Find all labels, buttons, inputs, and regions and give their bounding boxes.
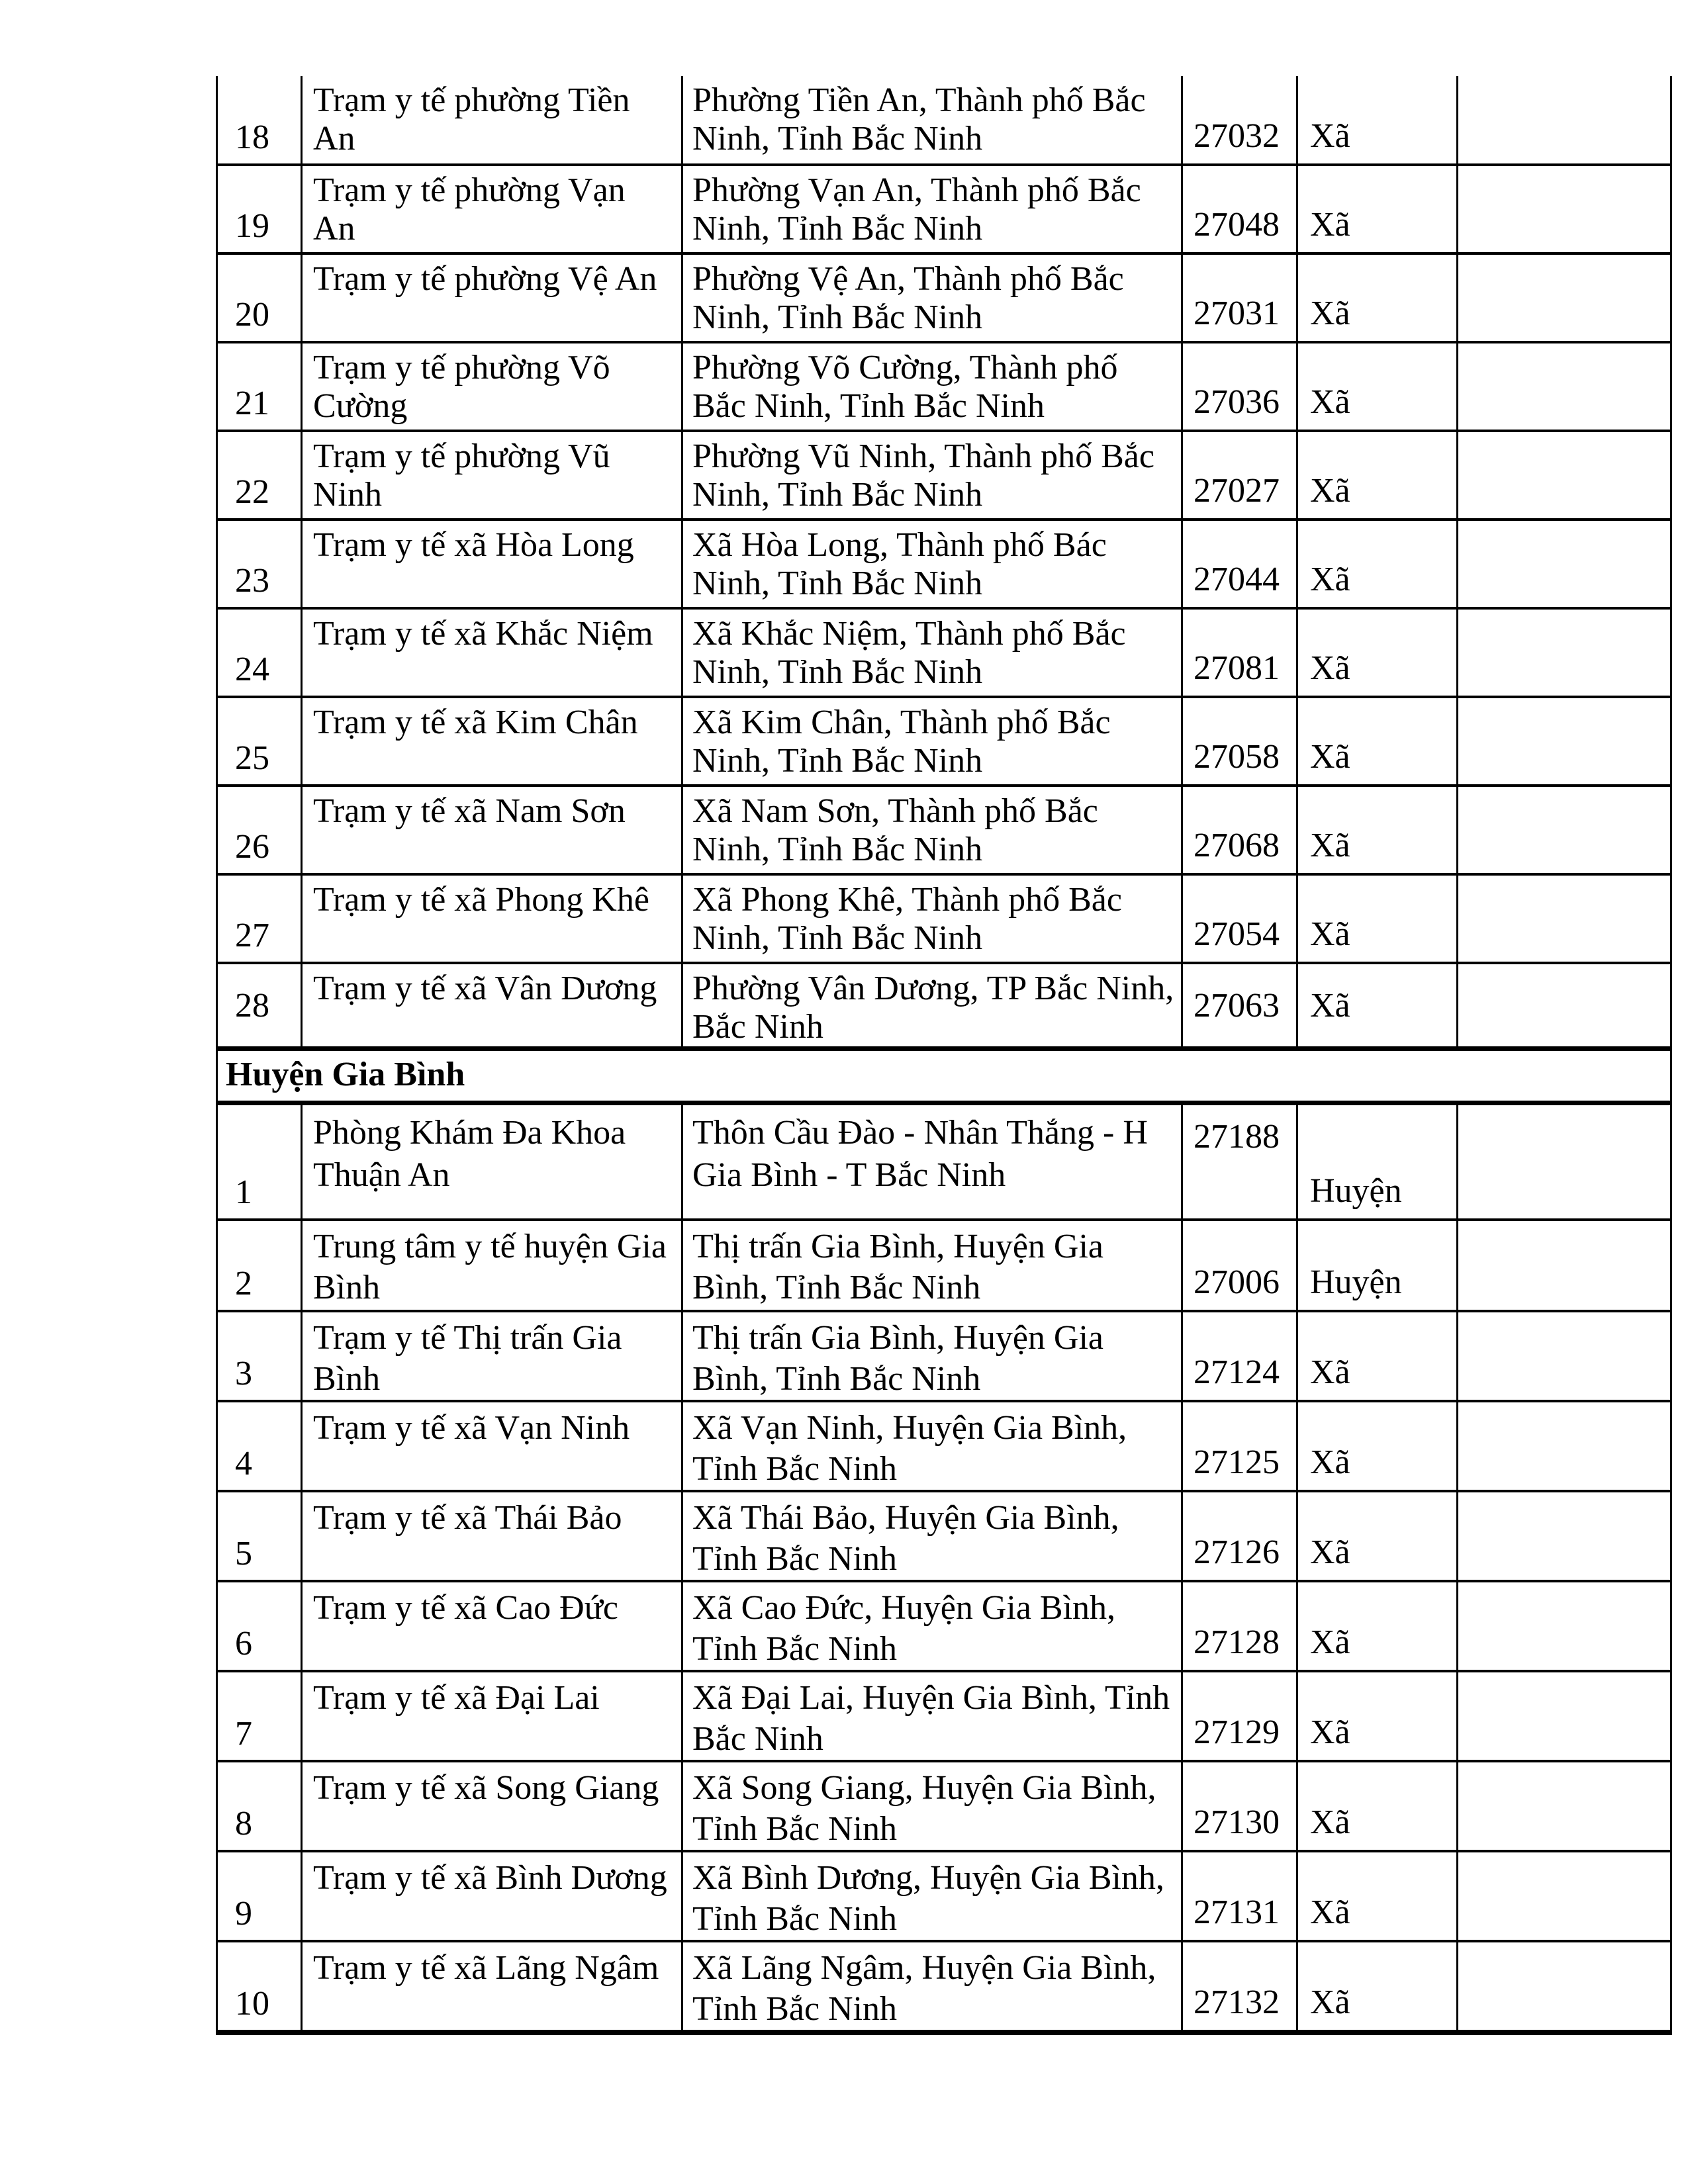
- table-row: [217, 1761, 1671, 1851]
- facility-name-cell: Trạm y tế phường Vệ An: [302, 253, 682, 342]
- empty-cell: [1458, 1103, 1671, 1220]
- level-cell: Xã: [1297, 431, 1458, 520]
- level-cell: Xã: [1297, 874, 1458, 963]
- row-number-cell: 19: [217, 165, 302, 253]
- table-row: [217, 1581, 1671, 1671]
- table-row: [217, 520, 1671, 608]
- address-cell: Thị trấn Gia Bình, Huyện Gia Bình, Tỉnh Bắc Ninh: [682, 1220, 1182, 1311]
- level-cell: Xã: [1297, 1761, 1458, 1851]
- empty-cell: [1458, 253, 1671, 342]
- address-cell: Phường Vạn An, Thành phố Bắc Ninh, Tỉnh Bắc Ninh: [682, 165, 1182, 253]
- code-cell: 27126: [1182, 1491, 1297, 1581]
- table-row: [217, 697, 1671, 786]
- facility-name-cell: Trung tâm y tế huyện Gia Bình: [302, 1220, 682, 1311]
- facility-name-cell: Trạm y tế xã Khắc Niệm: [302, 608, 682, 697]
- table-row: [217, 253, 1671, 342]
- code-cell: 27125: [1182, 1401, 1297, 1491]
- facility-name-cell: Trạm y tế xã Lãng Ngâm: [302, 1941, 682, 2032]
- table-row: [217, 76, 1671, 165]
- table-row: [217, 1103, 1671, 1220]
- facility-name-cell: Trạm y tế xã Bình Dương: [302, 1851, 682, 1941]
- row-number-cell: 23: [217, 520, 302, 608]
- level-cell: Huyện: [1297, 1103, 1458, 1220]
- facility-name-cell: Trạm y tế xã Đại Lai: [302, 1671, 682, 1761]
- address-cell: Thị trấn Gia Bình, Huyện Gia Bình, Tỉnh Bắc Ninh: [682, 1311, 1182, 1401]
- code-cell: 27031: [1182, 253, 1297, 342]
- empty-cell: [1458, 431, 1671, 520]
- address-cell: Xã Khắc Niệm, Thành phố Bắc Ninh, Tỉnh Bắc Ninh: [682, 608, 1182, 697]
- code-cell: 27027: [1182, 431, 1297, 520]
- table-row: [217, 1311, 1671, 1401]
- empty-cell: [1458, 1671, 1671, 1761]
- address-cell: Xã Đại Lai, Huyện Gia Bình, Tỉnh Bắc Ninh: [682, 1671, 1182, 1761]
- empty-cell: [1458, 1220, 1671, 1311]
- table-row: [217, 963, 1671, 1049]
- empty-cell: [1458, 76, 1671, 165]
- address-cell: Thôn Cầu Đào - Nhân Thắng - H Gia Bình - T Bắc Ninh: [682, 1103, 1182, 1220]
- level-cell: Xã: [1297, 1941, 1458, 2032]
- row-number-cell: 20: [217, 253, 302, 342]
- table-row: [217, 1491, 1671, 1581]
- row-number-cell: 5: [217, 1491, 302, 1581]
- table-row: [217, 1401, 1671, 1491]
- address-cell: Xã Hòa Long, Thành phố Bác Ninh, Tỉnh Bắc Ninh: [682, 520, 1182, 608]
- row-number-cell: 4: [217, 1401, 302, 1491]
- facility-name-cell: Trạm y tế Thị trấn Gia Bình: [302, 1311, 682, 1401]
- code-cell: 27081: [1182, 608, 1297, 697]
- row-number-cell: 28: [217, 963, 302, 1049]
- row-number-cell: 10: [217, 1941, 302, 2032]
- empty-cell: [1458, 1761, 1671, 1851]
- address-cell: Xã Phong Khê, Thành phố Bắc Ninh, Tỉnh Bắc Ninh: [682, 874, 1182, 963]
- empty-cell: [1458, 786, 1671, 874]
- address-cell: Phường Tiền An, Thành phố Bắc Ninh, Tỉnh Bắc Ninh: [682, 76, 1182, 165]
- code-cell: 27132: [1182, 1941, 1297, 2032]
- code-cell: 27128: [1182, 1581, 1297, 1671]
- table-row: [217, 165, 1671, 253]
- level-cell: Huyện: [1297, 1220, 1458, 1311]
- table-row: [217, 1941, 1671, 2032]
- row-number-cell: 22: [217, 431, 302, 520]
- code-cell: 27063: [1182, 963, 1297, 1049]
- code-cell: 27006: [1182, 1220, 1297, 1311]
- address-cell: Xã Kim Chân, Thành phố Bắc Ninh, Tỉnh Bắc Ninh: [682, 697, 1182, 786]
- row-number-cell: 25: [217, 697, 302, 786]
- address-cell: Xã Lãng Ngâm, Huyện Gia Bình, Tỉnh Bắc Ninh: [682, 1941, 1182, 2032]
- level-cell: Xã: [1297, 253, 1458, 342]
- facility-name-cell: Trạm y tế phường Tiền An: [302, 76, 682, 165]
- address-cell: Phường Võ Cường, Thành phố Bắc Ninh, Tỉnh Bắc Ninh: [682, 342, 1182, 431]
- empty-cell: [1458, 697, 1671, 786]
- level-cell: Xã: [1297, 1851, 1458, 1941]
- code-cell: 27131: [1182, 1851, 1297, 1941]
- table-row: [217, 608, 1671, 697]
- level-cell: Xã: [1297, 520, 1458, 608]
- row-number-cell: 24: [217, 608, 302, 697]
- code-cell: 27068: [1182, 786, 1297, 874]
- code-cell: 27032: [1182, 76, 1297, 165]
- address-cell: Phường Vũ Ninh, Thành phố Bắc Ninh, Tỉnh Bắc Ninh: [682, 431, 1182, 520]
- empty-cell: [1458, 1941, 1671, 2032]
- facility-name-cell: Trạm y tế phường Vạn An: [302, 165, 682, 253]
- section-header: Huyện Gia Bình: [217, 1049, 1671, 1103]
- address-cell: Xã Vạn Ninh, Huyện Gia Bình, Tỉnh Bắc Ninh: [682, 1401, 1182, 1491]
- level-cell: Xã: [1297, 1491, 1458, 1581]
- level-cell: Xã: [1297, 786, 1458, 874]
- address-cell: Xã Nam Sơn, Thành phố Bắc Ninh, Tỉnh Bắc Ninh: [682, 786, 1182, 874]
- facility-name-cell: Trạm y tế xã Song Giang: [302, 1761, 682, 1851]
- empty-cell: [1458, 1851, 1671, 1941]
- empty-cell: [1458, 874, 1671, 963]
- address-cell: Xã Bình Dương, Huyện Gia Bình, Tỉnh Bắc Ninh: [682, 1851, 1182, 1941]
- code-cell: 27048: [1182, 165, 1297, 253]
- code-cell: 27130: [1182, 1761, 1297, 1851]
- level-cell: Xã: [1297, 1401, 1458, 1491]
- level-cell: Xã: [1297, 1581, 1458, 1671]
- address-cell: Xã Song Giang, Huyện Gia Bình, Tỉnh Bắc Ninh: [682, 1761, 1182, 1851]
- code-cell: 27044: [1182, 520, 1297, 608]
- row-number-cell: 3: [217, 1311, 302, 1401]
- row-number-cell: 8: [217, 1761, 302, 1851]
- level-cell: Xã: [1297, 342, 1458, 431]
- empty-cell: [1458, 963, 1671, 1049]
- table-row: [217, 431, 1671, 520]
- level-cell: Xã: [1297, 1311, 1458, 1401]
- code-cell: 27124: [1182, 1311, 1297, 1401]
- level-cell: Xã: [1297, 165, 1458, 253]
- empty-cell: [1458, 165, 1671, 253]
- row-number-cell: 26: [217, 786, 302, 874]
- row-number-cell: 7: [217, 1671, 302, 1761]
- empty-cell: [1458, 342, 1671, 431]
- table-row: [217, 786, 1671, 874]
- code-cell: 27188: [1182, 1103, 1297, 1220]
- address-cell: Xã Thái Bảo, Huyện Gia Bình, Tỉnh Bắc Ninh: [682, 1491, 1182, 1581]
- table-row: [217, 874, 1671, 963]
- facility-name-cell: Trạm y tế xã Kim Chân: [302, 697, 682, 786]
- address-cell: Phường Vân Dương, TP Bắc Ninh, Bắc Ninh: [682, 963, 1182, 1049]
- table-row: [217, 342, 1671, 431]
- table-row: [217, 1671, 1671, 1761]
- facility-name-cell: Trạm y tế phường Vũ Ninh: [302, 431, 682, 520]
- facility-name-cell: Trạm y tế xã Cao Đức: [302, 1581, 682, 1671]
- row-number-cell: 9: [217, 1851, 302, 1941]
- row-number-cell: 1: [217, 1103, 302, 1220]
- facility-name-cell: Trạm y tế xã Vạn Ninh: [302, 1401, 682, 1491]
- empty-cell: [1458, 520, 1671, 608]
- code-cell: 27129: [1182, 1671, 1297, 1761]
- table-row: [217, 1851, 1671, 1941]
- table-row: [217, 1220, 1671, 1311]
- facility-name-cell: Trạm y tế xã Nam Sơn: [302, 786, 682, 874]
- code-cell: 27036: [1182, 342, 1297, 431]
- level-cell: Xã: [1297, 76, 1458, 165]
- empty-cell: [1458, 608, 1671, 697]
- health-facility-table: [216, 76, 1672, 2035]
- address-cell: Phường Vệ An, Thành phố Bắc Ninh, Tỉnh Bắc Ninh: [682, 253, 1182, 342]
- facility-name-cell: Trạm y tế xã Thái Bảo: [302, 1491, 682, 1581]
- code-cell: 27054: [1182, 874, 1297, 963]
- facility-name-cell: Trạm y tế phường Võ Cường: [302, 342, 682, 431]
- address-cell: Xã Cao Đức, Huyện Gia Bình, Tỉnh Bắc Ninh: [682, 1581, 1182, 1671]
- empty-cell: [1458, 1401, 1671, 1491]
- level-cell: Xã: [1297, 963, 1458, 1049]
- level-cell: Xã: [1297, 697, 1458, 786]
- section-header-row: [217, 1049, 1671, 1103]
- empty-cell: [1458, 1581, 1671, 1671]
- code-cell: 27058: [1182, 697, 1297, 786]
- row-number-cell: 27: [217, 874, 302, 963]
- empty-cell: [1458, 1311, 1671, 1401]
- row-number-cell: 6: [217, 1581, 302, 1671]
- row-number-cell: 18: [217, 76, 302, 165]
- facility-name-cell: Phòng Khám Đa Khoa Thuận An: [302, 1103, 682, 1220]
- facility-name-cell: Trạm y tế xã Vân Dương: [302, 963, 682, 1049]
- row-number-cell: 21: [217, 342, 302, 431]
- row-number-cell: 2: [217, 1220, 302, 1311]
- empty-cell: [1458, 1491, 1671, 1581]
- level-cell: Xã: [1297, 1671, 1458, 1761]
- facility-name-cell: Trạm y tế xã Hòa Long: [302, 520, 682, 608]
- level-cell: Xã: [1297, 608, 1458, 697]
- facility-name-cell: Trạm y tế xã Phong Khê: [302, 874, 682, 963]
